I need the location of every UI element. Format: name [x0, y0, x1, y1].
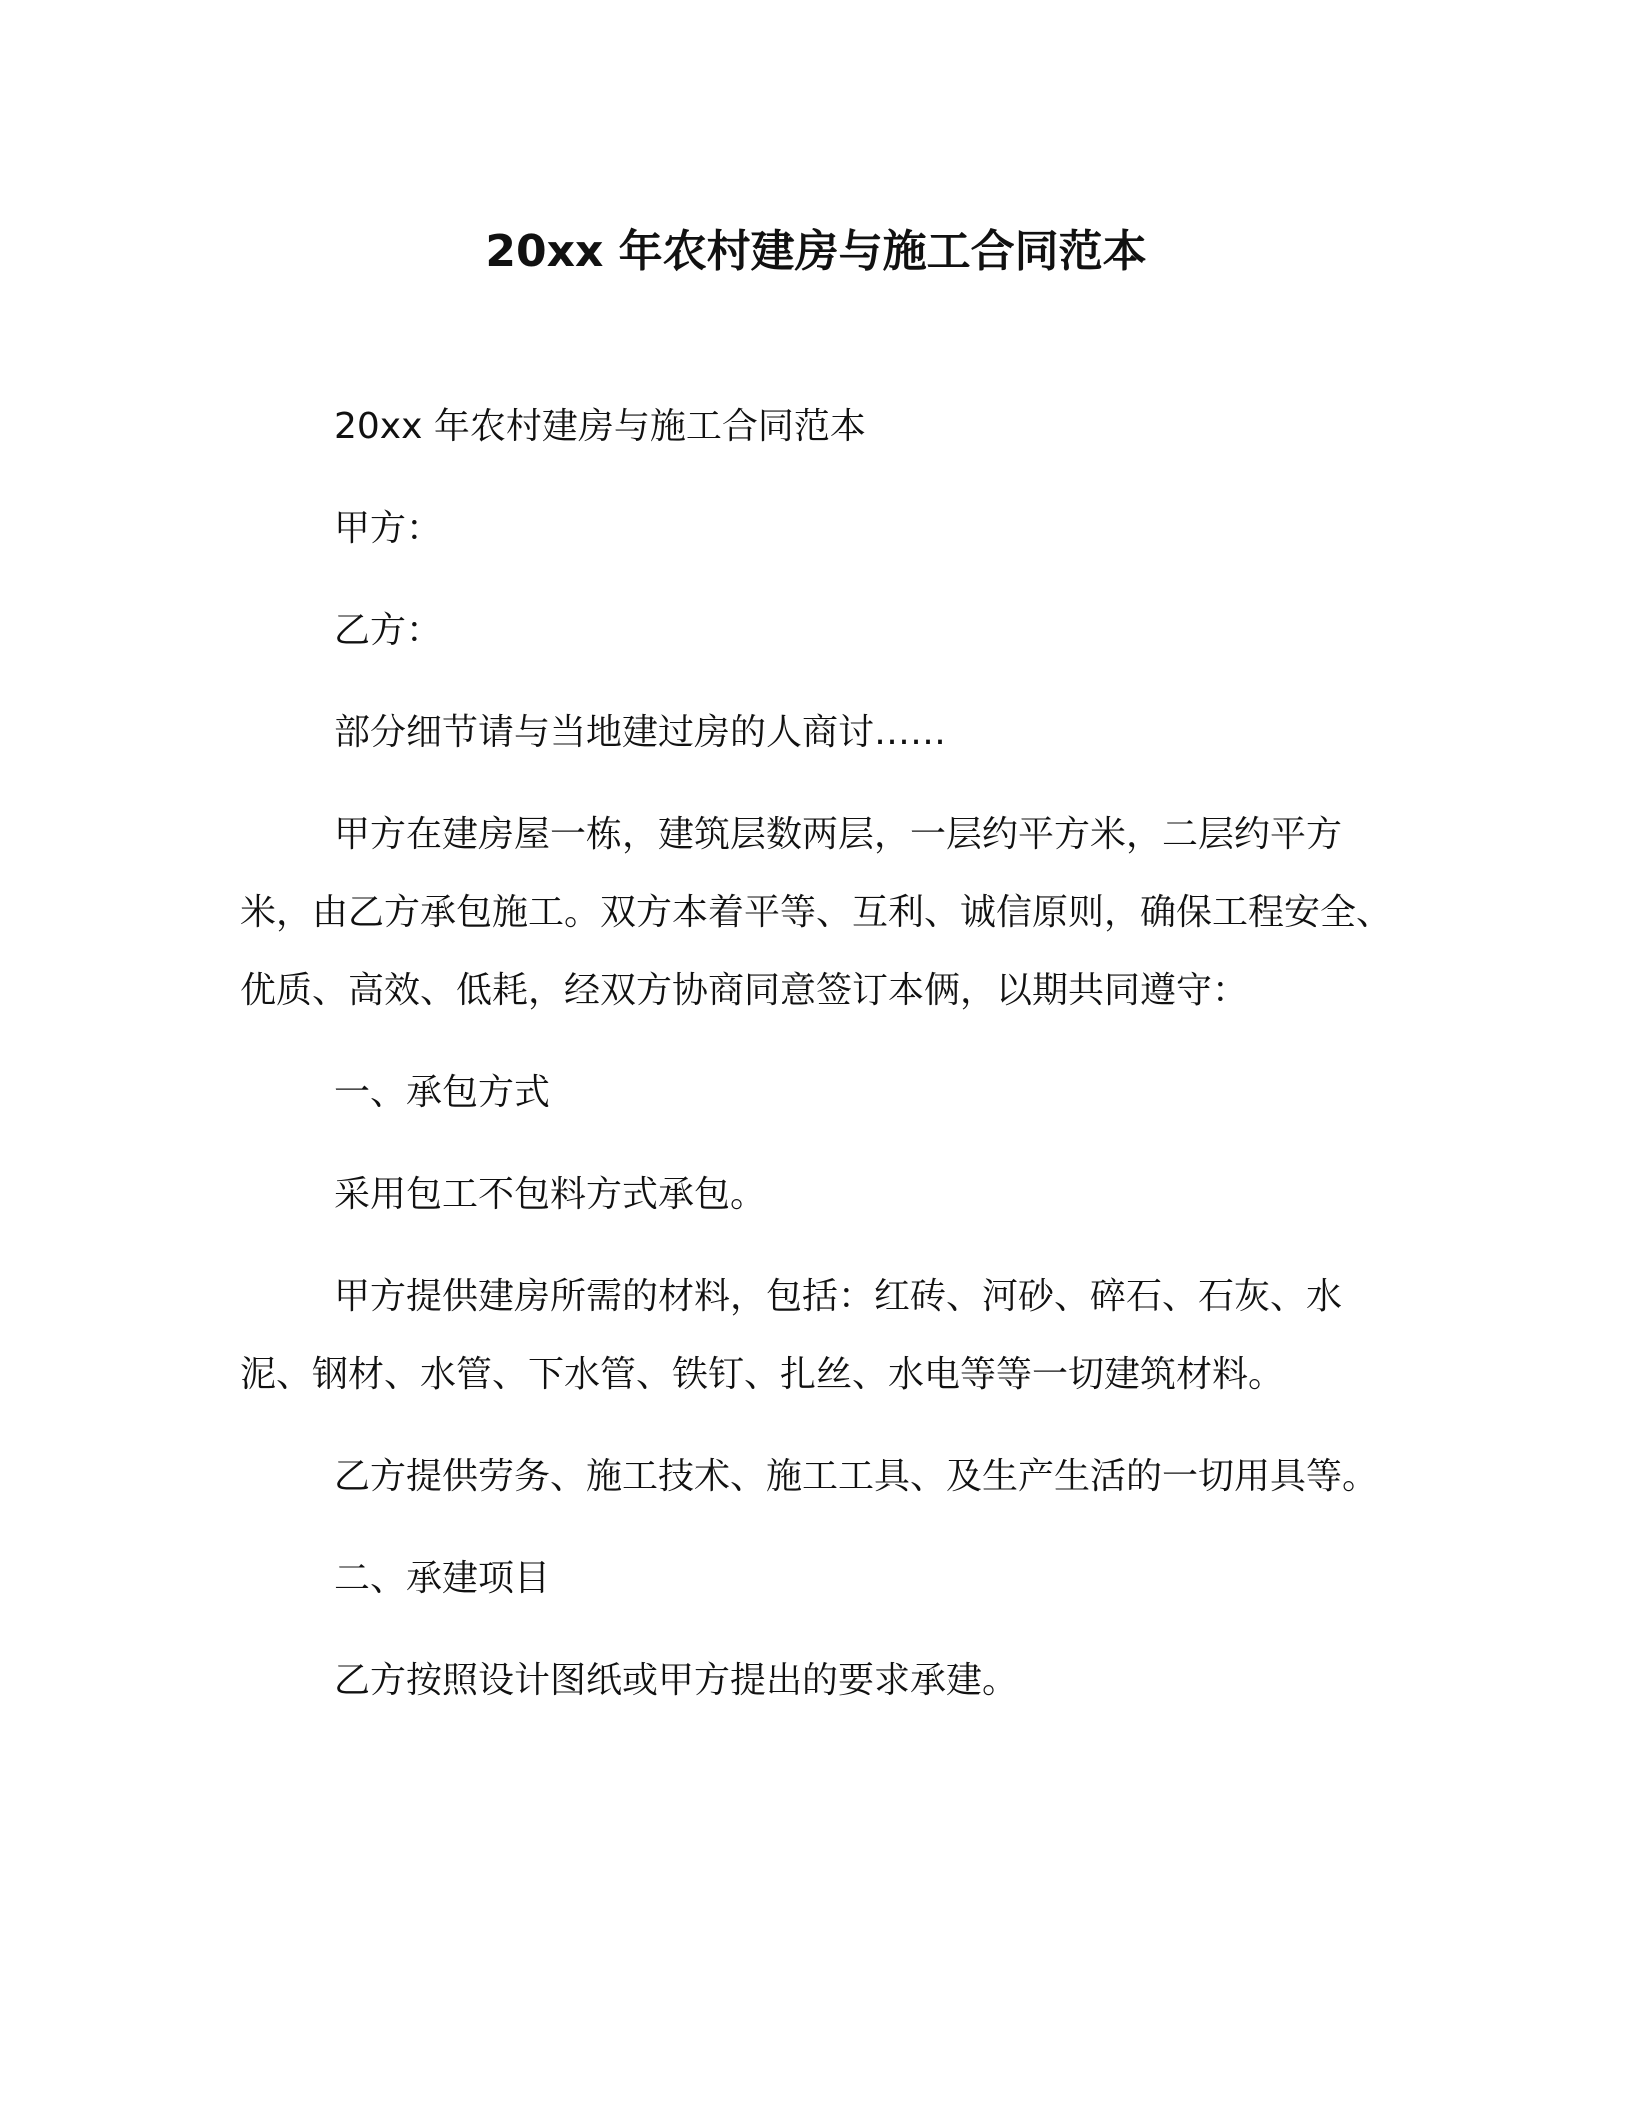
paragraph-subtitle: 20xx 年农村建房与施工合同范本 — [334, 406, 866, 447]
document-title: 20xx 年农村建房与施工合同范本 — [485, 226, 1147, 277]
paragraph-intro: 甲方在建房屋一栋，建筑层数两层，一层约平方米，二层约平方米，由乙方承包施工。双方本着平等、互利、诚信原则，确保工程安全、优质、高效、低耗，经双方协商同意签订本俩，以期共同遵守： — [240, 814, 1393, 1011]
section-heading-1: 一、承包方式 — [334, 1072, 551, 1113]
document-body — [240, 388, 1410, 1744]
paragraph-construction-requirement: 乙方按照设计图纸或甲方提出的要求承建。 — [334, 1660, 1019, 1701]
paragraph-contract-method: 采用包工不包料方式承包。 — [334, 1174, 767, 1215]
paragraph-note: 部分细节请与当地建过房的人商讨…… — [334, 712, 947, 753]
paragraph-party-a: 甲方： — [334, 508, 443, 549]
paragraph-party-b-provides: 乙方提供劳务、施工技术、施工工具、及生产生活的一切用具等。 — [334, 1456, 1379, 1497]
paragraph-party-a-materials: 甲方提供建房所需的材料，包括：红砖、河砂、碎石、石灰、水泥、钢材、水管、下水管、铁钉、扎丝、水电等等一切建筑材料。 — [240, 1276, 1343, 1395]
section-heading-2: 二、承建项目 — [334, 1558, 551, 1599]
paragraph-party-b: 乙方： — [334, 610, 443, 651]
